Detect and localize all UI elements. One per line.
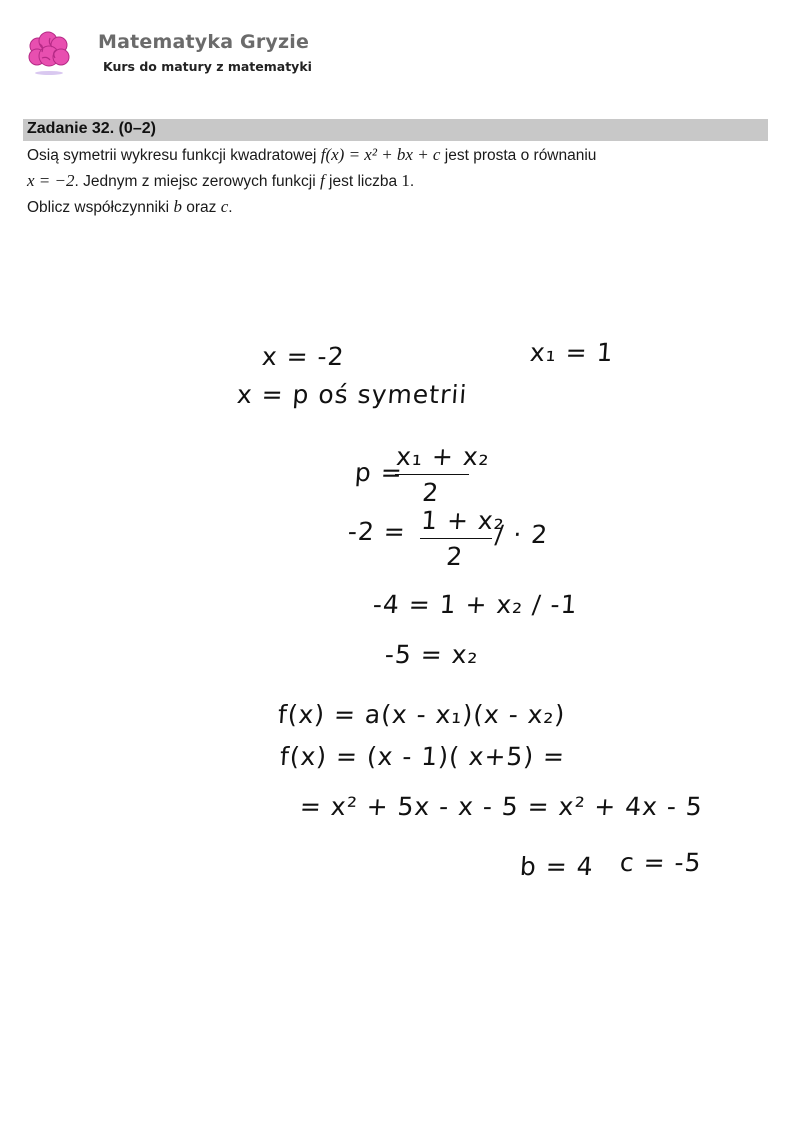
- task-text: . Jednym z miejsc zerowych funkcji: [74, 173, 320, 190]
- fraction-denominator: 2: [421, 478, 441, 507]
- task-line-1: [27, 145, 596, 165]
- solution-answer-c: c = -5: [618, 848, 703, 877]
- task-text: Osią symetrii wykresu funkcji kwadratowej: [27, 147, 321, 164]
- task-title: Zadanie 32. (0–2): [27, 120, 156, 137]
- fraction-denominator: 2: [445, 542, 465, 571]
- fraction-numerator: 1 + x₂: [420, 506, 506, 535]
- brain-icon: [26, 30, 72, 76]
- fraction-bar: [395, 474, 469, 475]
- solution-line: = x² + 5x - x - 5 = x² + 4x - 5: [298, 792, 704, 821]
- task-formula: c: [220, 197, 229, 216]
- task-header-bar: [23, 119, 768, 141]
- fraction-bar: [420, 538, 492, 539]
- solution-line: x = -2: [260, 342, 346, 371]
- task-text: .: [409, 173, 415, 190]
- task-formula: f(x) = x² + bx + c: [320, 145, 441, 164]
- task-formula: f: [320, 171, 325, 190]
- fraction: [418, 506, 506, 571]
- solution-line: p =: [353, 458, 404, 487]
- task-line-2: [27, 171, 414, 191]
- solution-line: / · 2: [493, 520, 550, 549]
- task-text: oraz: [181, 199, 221, 216]
- brand-subtitle: Kurs do matury z matematyki: [103, 59, 312, 74]
- solution-line: x = p oś symetrii: [235, 380, 469, 409]
- solution-line: x₁ = 1: [528, 338, 615, 367]
- solution-line: f(x) = a(x - x₁)(x - x₂): [276, 700, 567, 729]
- solution-line: -2 =: [346, 517, 407, 546]
- task-text: Oblicz współczynniki: [27, 199, 174, 216]
- fraction-numerator: x₁ + x₂: [395, 442, 491, 471]
- task-text: jest liczba: [324, 173, 402, 190]
- task-formula: x = −2: [27, 171, 75, 190]
- solution-answer-b: b = 4: [518, 852, 595, 881]
- solution-line: -4 = 1 + x₂ / -1: [371, 590, 579, 619]
- task-line-3: [27, 197, 233, 217]
- task-text: jest prosta o równaniu: [440, 147, 597, 164]
- fraction: [393, 442, 491, 507]
- solution-line: f(x) = (x - 1)( x+5) =: [278, 742, 567, 771]
- brand-title: Matematyka Gryzie: [98, 31, 310, 53]
- task-number: 1: [401, 171, 410, 190]
- task-formula: b: [173, 197, 182, 216]
- solution-line: -5 = x₂: [383, 640, 480, 669]
- task-text: .: [228, 199, 233, 216]
